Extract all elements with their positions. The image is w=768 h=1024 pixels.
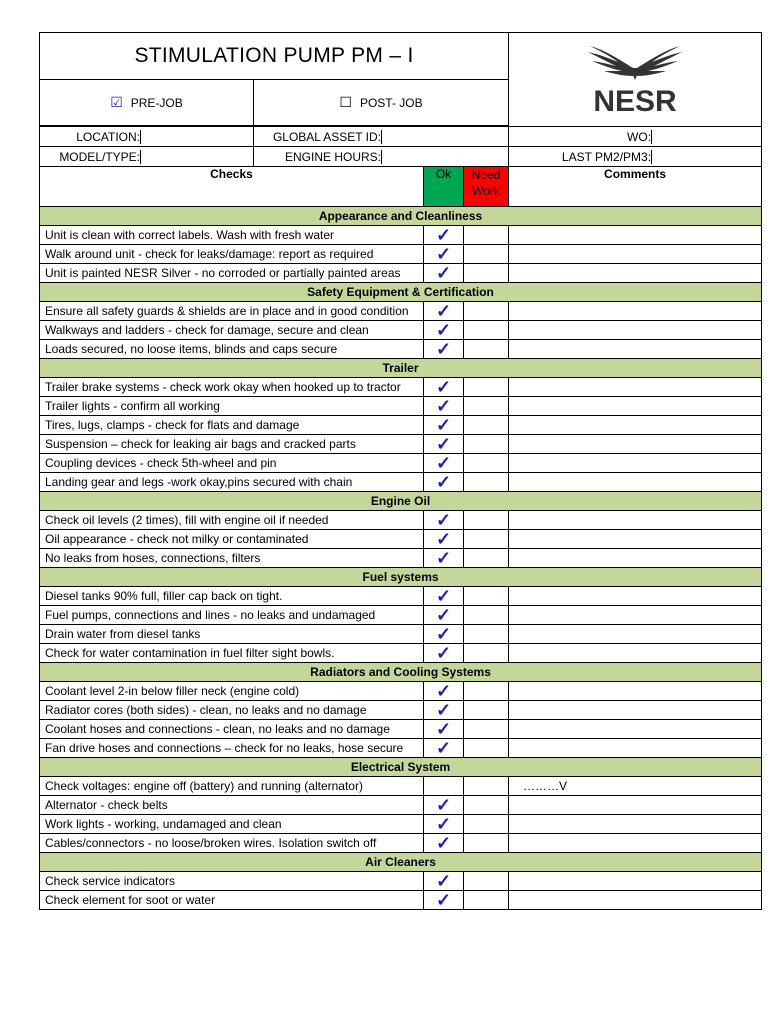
- checklist-row: [40, 796, 762, 815]
- check-item-text: Landing gear and legs -work okay,pins secured with chain: [40, 473, 424, 492]
- section-title: Electrical System: [40, 758, 762, 777]
- pre-job-option[interactable]: [40, 80, 254, 126]
- ok-checkbox-cell[interactable]: [424, 815, 464, 834]
- need-work-checkbox-cell[interactable]: [464, 587, 509, 606]
- checkmark-icon: ✓: [435, 510, 452, 530]
- checkmark-icon: ✓: [435, 339, 452, 359]
- comment-cell[interactable]: [509, 454, 762, 473]
- checkmark-icon: ✓: [435, 529, 452, 549]
- checkmark-icon: ✓: [435, 890, 452, 910]
- model-type-field[interactable]: [40, 147, 254, 167]
- nesr-wings-logo: [570, 38, 700, 118]
- wo-value[interactable]: [652, 130, 762, 144]
- comment-cell[interactable]: [509, 378, 762, 397]
- check-item-text: Walk around unit - check for leaks/damage: report as required: [40, 245, 424, 264]
- need-work-checkbox-cell[interactable]: [464, 549, 509, 568]
- ok-checkbox-cell[interactable]: [424, 777, 464, 796]
- section-title: Radiators and Cooling Systems: [40, 663, 762, 682]
- checklist-row: [40, 454, 762, 473]
- wo-field[interactable]: [509, 127, 762, 147]
- need-work-checkbox-cell[interactable]: [464, 473, 509, 492]
- section-header-row: [40, 492, 762, 511]
- comment-cell[interactable]: [509, 549, 762, 568]
- checklist-row: [40, 264, 762, 283]
- post-job-label: POST- JOB: [359, 96, 423, 110]
- check-item-text: Fan drive hoses and connections – check for no leaks, hose secure: [40, 739, 424, 758]
- check-item-text: Check service indicators: [40, 872, 424, 891]
- need-work-checkbox-cell[interactable]: [464, 606, 509, 625]
- ok-checkbox-cell[interactable]: [424, 473, 464, 492]
- comment-cell[interactable]: [509, 340, 762, 359]
- check-item-text: Fuel pumps, connections and lines - no leaks and undamaged: [40, 606, 424, 625]
- ok-checkbox-cell[interactable]: [424, 511, 464, 530]
- comment-cell[interactable]: [509, 834, 762, 853]
- check-item-text: Unit is clean with correct labels. Wash with fresh water: [40, 226, 424, 245]
- pre-job-label: PRE-JOB: [130, 96, 183, 110]
- section-header-row: [40, 853, 762, 872]
- ok-checkbox-cell[interactable]: [424, 340, 464, 359]
- global-asset-id-value[interactable]: [382, 130, 509, 144]
- logo-text: NESR: [593, 85, 677, 118]
- comment-cell[interactable]: [509, 397, 762, 416]
- checklist-row: [40, 682, 762, 701]
- need-work-checkbox-cell[interactable]: [464, 891, 509, 910]
- comment-cell[interactable]: [509, 682, 762, 701]
- check-item-text: Cables/connectors - no loose/broken wires. Isolation switch off: [40, 834, 424, 853]
- comment-cell[interactable]: [509, 701, 762, 720]
- need-work-checkbox-cell[interactable]: [464, 264, 509, 283]
- ok-checkbox-cell[interactable]: [424, 872, 464, 891]
- model-type-value[interactable]: [141, 150, 254, 164]
- comment-cell[interactable]: [509, 872, 762, 891]
- global-asset-id-field[interactable]: [254, 127, 509, 147]
- section-header-row: [40, 207, 762, 226]
- checkmark-icon: ✓: [435, 244, 452, 264]
- ok-checkbox-cell[interactable]: [424, 549, 464, 568]
- checkmark-icon: ✓: [435, 396, 452, 416]
- ok-checkbox-cell[interactable]: [424, 891, 464, 910]
- ok-checkbox-cell[interactable]: [424, 378, 464, 397]
- checklist-row: [40, 473, 762, 492]
- checkmark-icon: ✓: [435, 795, 452, 815]
- need-work-header: [464, 167, 509, 207]
- check-item-text: Coupling devices - check 5th-wheel and pin: [40, 454, 424, 473]
- checklist-row: [40, 834, 762, 853]
- ok-checkbox-cell[interactable]: [424, 720, 464, 739]
- check-item-text: Alternator - check belts: [40, 796, 424, 815]
- pre-job-checkbox[interactable]: ☑: [110, 94, 123, 110]
- checkmark-icon: ✓: [435, 719, 452, 739]
- comment-cell[interactable]: [509, 511, 762, 530]
- section-header-row: [40, 359, 762, 378]
- comment-cell[interactable]: [509, 644, 762, 663]
- comment-cell[interactable]: [509, 796, 762, 815]
- need-work-checkbox-cell[interactable]: [464, 397, 509, 416]
- checklist-row: [40, 625, 762, 644]
- checkmark-icon: ✓: [435, 548, 452, 568]
- comment-cell[interactable]: [509, 530, 762, 549]
- comment-cell[interactable]: [509, 739, 762, 758]
- checklist-row: [40, 739, 762, 758]
- location-label: LOCATION:: [76, 129, 140, 144]
- pm-checklist-table: [39, 32, 762, 910]
- check-item-text: Check voltages: engine off (battery) and running (alternator): [40, 777, 424, 796]
- checklist-row: [40, 511, 762, 530]
- need-work-checkbox-cell[interactable]: [464, 625, 509, 644]
- check-item-text: Trailer lights - confirm all working: [40, 397, 424, 416]
- checkmark-icon: ✓: [435, 586, 452, 606]
- comment-cell[interactable]: [509, 302, 762, 321]
- need-work-checkbox-cell[interactable]: [464, 378, 509, 397]
- comment-cell[interactable]: [509, 815, 762, 834]
- check-item-text: Tires, lugs, clamps - check for flats and damage: [40, 416, 424, 435]
- section-title: Air Cleaners: [40, 853, 762, 872]
- last-pm-field[interactable]: [509, 147, 762, 167]
- checklist-row: [40, 378, 762, 397]
- need-work-checkbox-cell[interactable]: [464, 720, 509, 739]
- engine-hours-value[interactable]: [382, 150, 509, 164]
- check-item-text: Loads secured, no loose items, blinds and caps secure: [40, 340, 424, 359]
- ok-checkbox-cell[interactable]: [424, 739, 464, 758]
- check-item-text: Unit is painted NESR Silver - no corroded or partially painted areas: [40, 264, 424, 283]
- need-work-checkbox-cell[interactable]: [464, 682, 509, 701]
- engine-hours-field[interactable]: [254, 147, 509, 167]
- location-field[interactable]: [40, 127, 254, 147]
- checkmark-icon: ✓: [435, 624, 452, 644]
- checklist-row: [40, 815, 762, 834]
- comment-cell[interactable]: [509, 720, 762, 739]
- location-value[interactable]: [141, 130, 254, 144]
- need-work-checkbox-cell[interactable]: [464, 416, 509, 435]
- need-work-checkbox-cell[interactable]: [464, 796, 509, 815]
- ok-checkbox-cell[interactable]: [424, 587, 464, 606]
- need-work-checkbox-cell[interactable]: [464, 739, 509, 758]
- comments-header: Comments: [509, 167, 762, 207]
- global-asset-id-label: GLOBAL ASSET ID:: [272, 129, 381, 144]
- checkmark-icon: ✓: [435, 415, 452, 435]
- section-header-row: [40, 758, 762, 777]
- ok-checkbox-cell[interactable]: [424, 454, 464, 473]
- section-title: Engine Oil: [40, 492, 762, 511]
- comment-cell[interactable]: [509, 473, 762, 492]
- need-work-checkbox-cell[interactable]: [464, 815, 509, 834]
- checkmark-icon: ✓: [435, 871, 452, 891]
- need-work-checkbox-cell[interactable]: [464, 644, 509, 663]
- checklist-row: [40, 606, 762, 625]
- check-item-text: Walkways and ladders - check for damage, secure and clean: [40, 321, 424, 340]
- need-work-checkbox-cell[interactable]: [464, 701, 509, 720]
- checklist-row: [40, 777, 762, 796]
- checklist-row: [40, 530, 762, 549]
- need-work-checkbox-cell[interactable]: [464, 302, 509, 321]
- post-job-option[interactable]: [254, 80, 509, 126]
- checkmark-icon: ✓: [435, 320, 452, 340]
- checkmark-icon: ✓: [435, 225, 452, 245]
- comment-cell[interactable]: ………V: [509, 777, 762, 796]
- ok-checkbox-cell[interactable]: [424, 530, 464, 549]
- checklist-row: [40, 872, 762, 891]
- form-title: STIMULATION PUMP PM – I: [40, 33, 509, 80]
- ok-checkbox-cell[interactable]: [424, 435, 464, 454]
- model-type-label: MODEL/TYPE:: [59, 149, 140, 164]
- ok-checkbox-cell[interactable]: [424, 264, 464, 283]
- checklist-row: [40, 435, 762, 454]
- checkmark-icon: ✓: [435, 643, 452, 663]
- comment-cell[interactable]: [509, 891, 762, 910]
- ok-checkbox-cell[interactable]: [424, 644, 464, 663]
- checklist-row: [40, 226, 762, 245]
- ok-checkbox-cell[interactable]: [424, 226, 464, 245]
- checklist-row: [40, 302, 762, 321]
- checklist-row: [40, 416, 762, 435]
- checklist-row: [40, 720, 762, 739]
- checkmark-icon: ✓: [435, 472, 452, 492]
- comment-cell[interactable]: [509, 226, 762, 245]
- ok-header-label: Ok: [435, 167, 452, 181]
- logo: [509, 33, 762, 127]
- checkmark-icon: ✓: [435, 814, 452, 834]
- need-work-checkbox-cell[interactable]: [464, 872, 509, 891]
- checklist-row: [40, 321, 762, 340]
- check-item-text: Diesel tanks 90% full, filler cap back on tight.: [40, 587, 424, 606]
- check-item-text: Oil appearance - check not milky or contaminated: [40, 530, 424, 549]
- check-item-text: Drain water from diesel tanks: [40, 625, 424, 644]
- check-item-text: Check element for soot or water: [40, 891, 424, 910]
- check-item-text: Trailer brake systems - check work okay when hooked up to tractor: [40, 378, 424, 397]
- comment-cell[interactable]: [509, 321, 762, 340]
- section-title: Appearance and Cleanliness: [40, 207, 762, 226]
- ok-checkbox-cell[interactable]: [424, 397, 464, 416]
- ok-checkbox-cell[interactable]: [424, 701, 464, 720]
- checkmark-icon: ✓: [435, 833, 452, 853]
- need-work-checkbox-cell[interactable]: [464, 340, 509, 359]
- checkmark-icon: ✓: [435, 605, 452, 625]
- checks-header: Checks: [40, 167, 424, 207]
- checkmark-icon: ✓: [435, 263, 452, 283]
- ok-checkbox-cell[interactable]: [424, 834, 464, 853]
- comment-cell[interactable]: [509, 264, 762, 283]
- checkmark-icon: ✓: [435, 453, 452, 473]
- checklist-row: [40, 245, 762, 264]
- ok-checkbox-cell[interactable]: [424, 302, 464, 321]
- need-work-checkbox-cell[interactable]: [464, 777, 509, 796]
- section-title: Safety Equipment & Certification: [40, 283, 762, 302]
- need-work-checkbox-cell[interactable]: [464, 226, 509, 245]
- check-item-text: Coolant hoses and connections - clean, no leaks and no damage: [40, 720, 424, 739]
- comment-cell[interactable]: [509, 625, 762, 644]
- comment-cell[interactable]: [509, 587, 762, 606]
- check-item-text: Ensure all safety guards & shields are in place and in good condition: [40, 302, 424, 321]
- need-work-checkbox-cell[interactable]: [464, 321, 509, 340]
- check-item-text: Suspension – check for leaking air bags and cracked parts: [40, 435, 424, 454]
- need-work-checkbox-cell[interactable]: [464, 435, 509, 454]
- need-work-checkbox-cell[interactable]: [464, 454, 509, 473]
- ok-checkbox-cell[interactable]: [424, 625, 464, 644]
- comment-cell[interactable]: [509, 435, 762, 454]
- section-title: Fuel systems: [40, 568, 762, 587]
- ok-checkbox-cell[interactable]: [424, 321, 464, 340]
- need-work-checkbox-cell[interactable]: [464, 530, 509, 549]
- post-job-checkbox[interactable]: ☐: [339, 94, 352, 110]
- section-header-row: [40, 283, 762, 302]
- ok-header: [424, 167, 464, 207]
- ok-checkbox-cell[interactable]: [424, 682, 464, 701]
- ok-checkbox-cell[interactable]: [424, 606, 464, 625]
- wo-label: WO:: [627, 129, 652, 144]
- section-title: Trailer: [40, 359, 762, 378]
- checklist-row: [40, 701, 762, 720]
- check-item-text: Work lights - working, undamaged and clean: [40, 815, 424, 834]
- checklist-row: [40, 340, 762, 359]
- check-item-text: Check oil levels (2 times), fill with engine oil if needed: [40, 511, 424, 530]
- checkmark-icon: ✓: [435, 738, 452, 758]
- comment-cell[interactable]: [509, 606, 762, 625]
- checklist-row: [40, 549, 762, 568]
- section-header-row: [40, 568, 762, 587]
- ok-checkbox-cell[interactable]: [424, 245, 464, 264]
- checkmark-icon: ✓: [435, 377, 452, 397]
- checkmark-icon: ✓: [435, 681, 452, 701]
- need-work-header-line1: Need: [471, 168, 501, 182]
- last-pm-value[interactable]: [652, 150, 762, 164]
- need-work-checkbox-cell[interactable]: [464, 245, 509, 264]
- comment-cell[interactable]: [509, 416, 762, 435]
- check-item-text: Coolant level 2-in below filler neck (engine cold): [40, 682, 424, 701]
- ok-checkbox-cell[interactable]: [424, 416, 464, 435]
- checkmark-icon: ✓: [435, 700, 452, 720]
- need-work-header-line2: Work: [472, 184, 500, 198]
- checklist-row: [40, 644, 762, 663]
- section-header-row: [40, 663, 762, 682]
- checkmark-icon: ✓: [435, 301, 452, 321]
- need-work-checkbox-cell[interactable]: [464, 834, 509, 853]
- ok-checkbox-cell[interactable]: [424, 796, 464, 815]
- need-work-checkbox-cell[interactable]: [464, 511, 509, 530]
- last-pm-label: LAST PM2/PM3:: [561, 149, 652, 164]
- checkmark-icon: ✓: [435, 434, 452, 454]
- checklist-row: [40, 587, 762, 606]
- check-item-text: Check for water contamination in fuel filter sight bowls.: [40, 644, 424, 663]
- checklist-row: [40, 397, 762, 416]
- checklist-row: [40, 891, 762, 910]
- comment-cell[interactable]: [509, 245, 762, 264]
- check-item-text: No leaks from hoses, connections, filters: [40, 549, 424, 568]
- check-item-text: Radiator cores (both sides) - clean, no leaks and no damage: [40, 701, 424, 720]
- engine-hours-label: ENGINE HOURS:: [284, 149, 381, 164]
